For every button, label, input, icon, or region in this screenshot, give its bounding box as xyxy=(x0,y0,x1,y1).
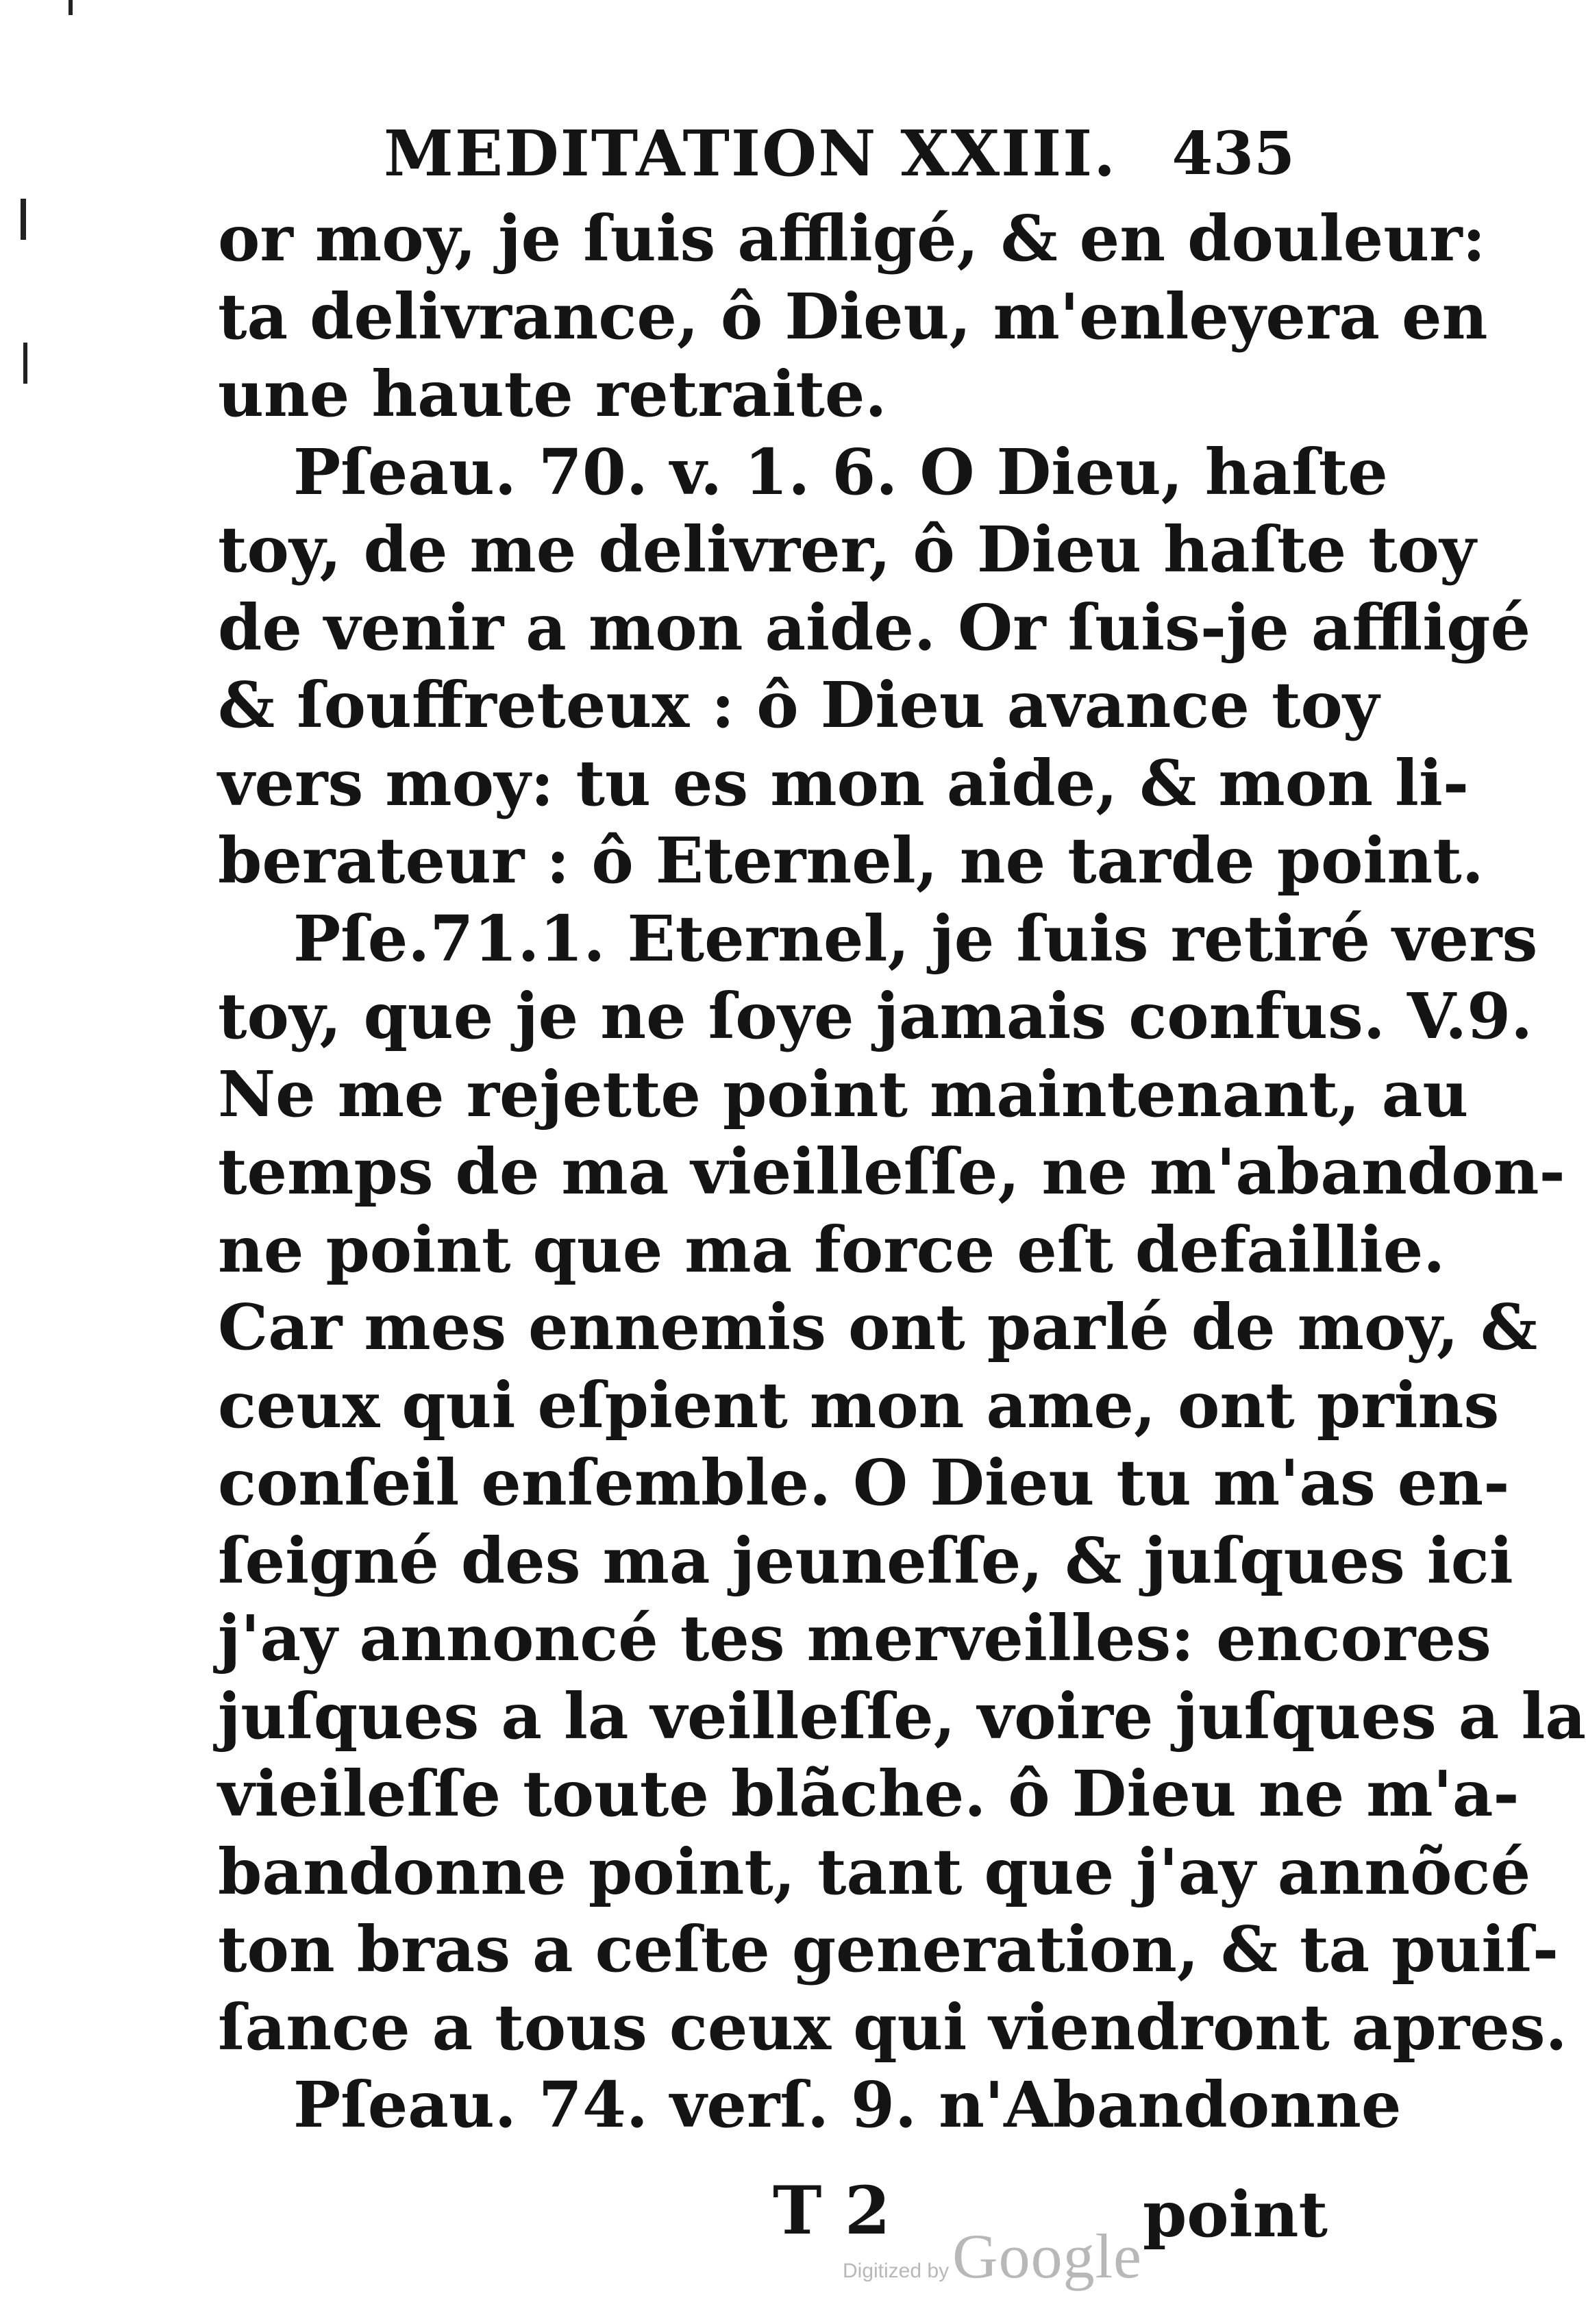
text-line: ſance a tous ceux qui viendront apres. xyxy=(218,1990,1568,2064)
catchword: point xyxy=(1142,2177,1328,2251)
margin-tick xyxy=(21,199,26,240)
text-line: vers moy: tu es mon aide, & mon li- xyxy=(218,745,1470,820)
text-line: vieileſſe toute blãche. ô Dieu ne m'a- xyxy=(218,1757,1520,1831)
margin-tick xyxy=(23,343,27,384)
header-title: MEDITATION XXIII. xyxy=(384,116,1117,190)
text-line: ceux qui eſpient mon ame, ont prins xyxy=(218,1368,1500,1442)
text-line: juſques a la veilleſſe, voire juſques a la xyxy=(218,1679,1586,1753)
text-line: or moy, je ſuis affligé, & en douleur: xyxy=(218,201,1486,275)
google-logo: Google xyxy=(952,2221,1143,2291)
body-text xyxy=(218,200,1586,2144)
running-header xyxy=(226,116,1336,192)
text-line: temps de ma vieilleſſe, ne m'abandon- xyxy=(218,1135,1565,1209)
text-line: conſeil enſemble. O Dieu tu m'as en- xyxy=(218,1446,1510,1520)
margin-tick xyxy=(69,0,73,15)
text-line: j'ay annoncé tes merveilles: encores xyxy=(218,1601,1491,1675)
text-line: ton bras a ceſte generation, & ta puiſ- xyxy=(218,1912,1559,1986)
text-line: ne point que ma force eſt defaillie. xyxy=(218,1212,1446,1287)
text-line: ſeigné des ma jeuneſſe, & juſques ici xyxy=(218,1523,1513,1598)
text-line: Pſe.71.1. Eternel, je ſuis retiré vers xyxy=(293,901,1538,976)
text-line: ta delivrance, ô Dieu, m'enleyera en xyxy=(218,279,1488,354)
text-line: de venir a mon aide. Or ſuis-je affligé xyxy=(218,590,1531,665)
signature-mark: T 2 xyxy=(773,2172,891,2249)
text-line: Ne me rejette point maintenant, au xyxy=(218,1056,1469,1131)
digitization-watermark xyxy=(843,2220,1142,2295)
page-number: 435 xyxy=(1172,119,1295,188)
text-line: berateur : ô Eternel, ne tarde point. xyxy=(218,824,1484,898)
text-line: toy, de me delivrer, ô Dieu haſte toy xyxy=(218,512,1476,586)
text-line: Car mes ennemis ont parlé de moy, & xyxy=(218,1290,1538,1364)
watermark-prefix: Digitized by xyxy=(843,2260,950,2282)
text-line: Pſeau. 70. v. 1. 6. O Dieu, haſte xyxy=(293,434,1388,509)
text-line: toy, que je ne ſoye jamais confus. V.9. xyxy=(218,979,1533,1053)
text-line: une haute retraite. xyxy=(218,357,887,431)
text-line: & ſouffreteux : ô Dieu avance toy xyxy=(218,668,1380,742)
text-line: Pſeau. 74. verſ. 9. n'Abandonne xyxy=(293,2068,1402,2142)
page-footer xyxy=(218,2172,1328,2254)
text-line: bandonne point, tant que j'ay annõcé xyxy=(218,1834,1531,1909)
